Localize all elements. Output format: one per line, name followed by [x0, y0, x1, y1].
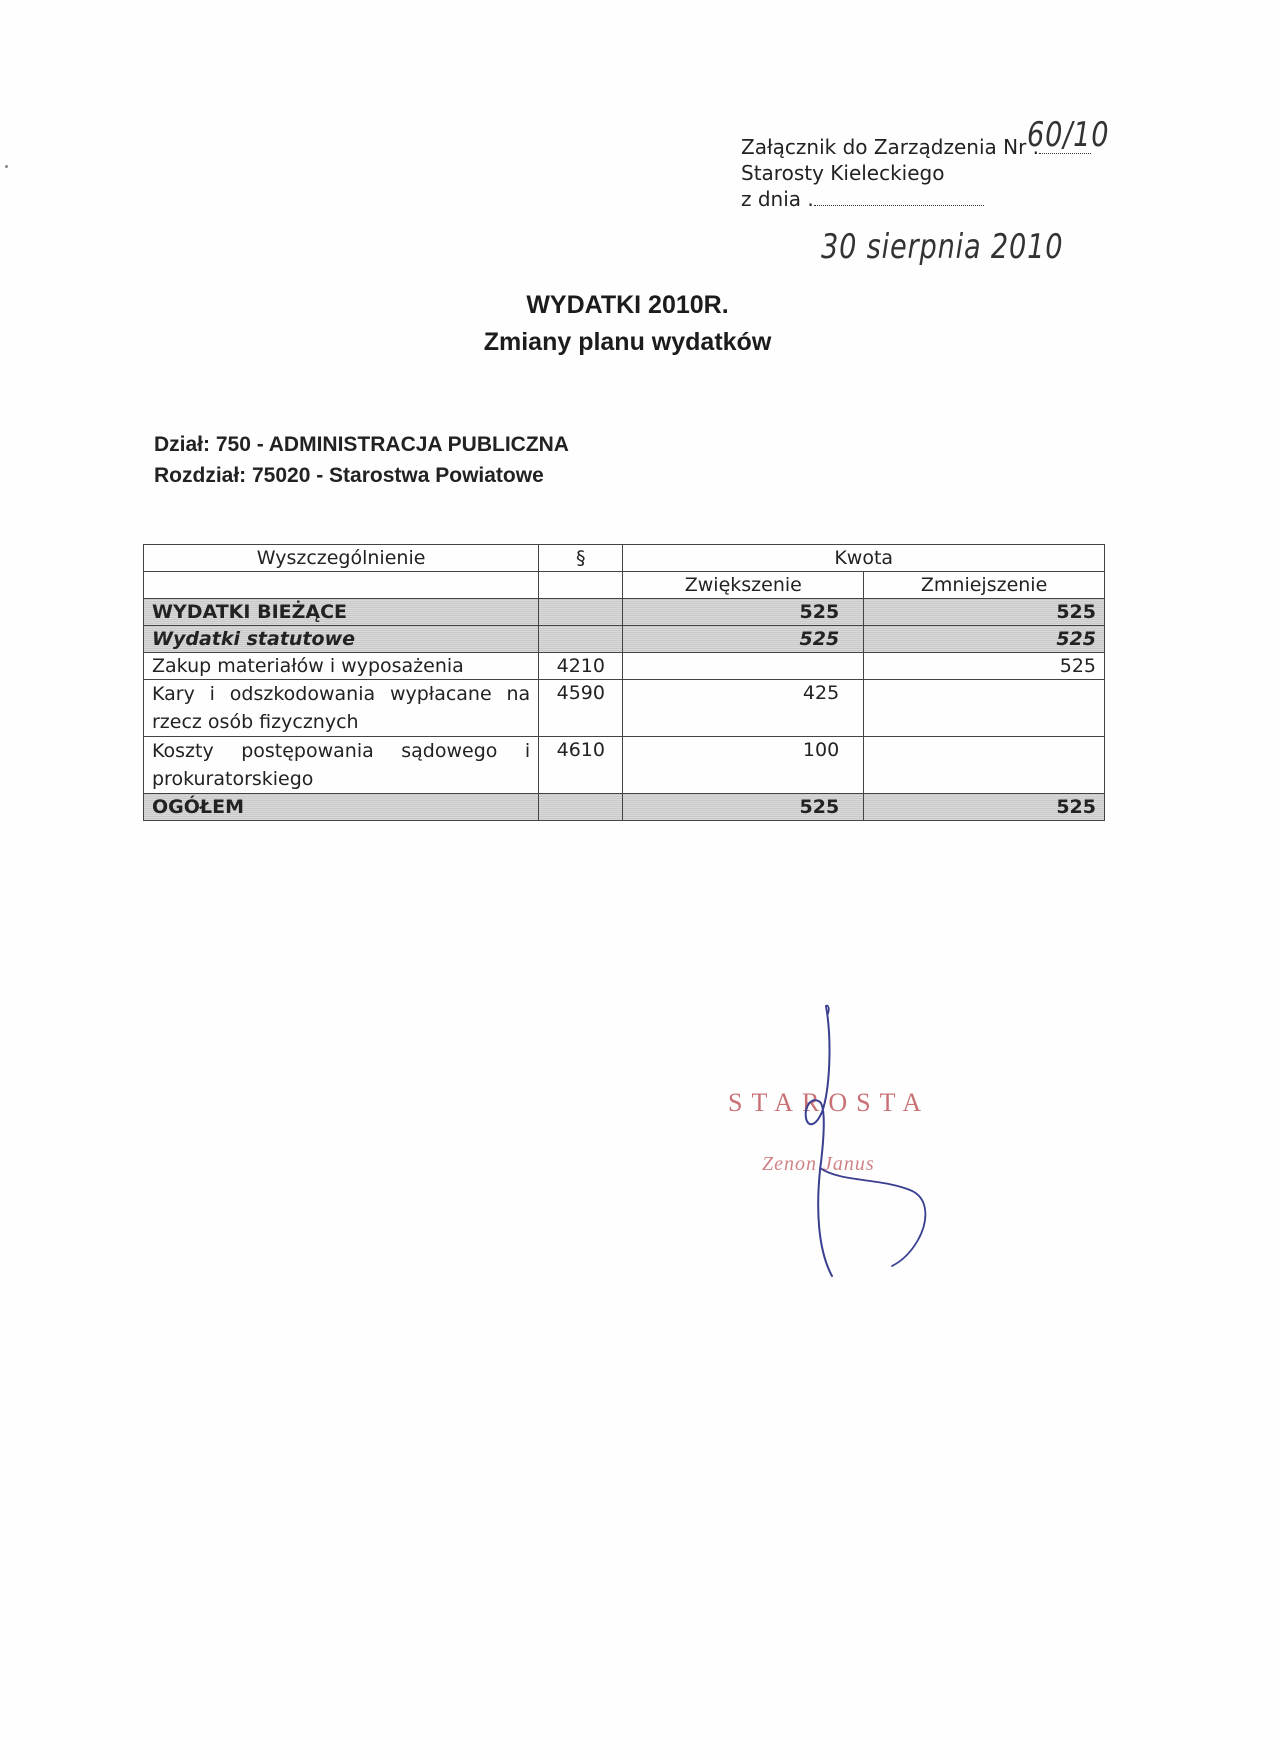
table-row — [144, 599, 1105, 626]
handwritten-signature — [760, 1000, 940, 1290]
section-rozdzial: Rozdział: 75020 - Starostwa Powiatowe — [154, 464, 544, 487]
table-row — [144, 680, 1105, 737]
row-paragraph: 4590 — [539, 680, 623, 737]
row-paragraph — [539, 626, 623, 653]
attachment-date-label: z dnia . — [741, 187, 814, 211]
row-spec: Kary i odszkodowania wypłacane na rzecz osób fizycznych — [144, 680, 539, 737]
table-subheader-row — [144, 572, 1105, 599]
attachment-line-1 — [741, 115, 1110, 160]
total-paragraph — [539, 794, 623, 821]
table-row — [144, 653, 1105, 680]
section-dzial: Dział: 750 - ADMINISTRACJA PUBLICZNA — [154, 433, 569, 456]
row-increase — [623, 653, 864, 680]
row-decrease: 525 — [864, 653, 1105, 680]
handwritten-number: 60/10 — [1027, 115, 1110, 155]
row-paragraph — [539, 599, 623, 626]
total-increase: 525 — [623, 794, 864, 821]
header-increase: Zwiększenie — [623, 572, 864, 599]
stamp-name: Zenon Janus — [762, 1153, 875, 1175]
header-spec: Wyszczególnienie — [144, 545, 539, 572]
row-spec: WYDATKI BIEŻĄCE — [144, 599, 539, 626]
expenditure-table — [143, 544, 1105, 821]
total-spec: OGÓŁEM — [144, 794, 539, 821]
table-header-row — [144, 545, 1105, 572]
row-increase: 100 — [623, 737, 864, 794]
header-spec-empty — [144, 572, 539, 599]
attachment-line-2 — [741, 160, 1091, 186]
row-increase: 525 — [623, 599, 864, 626]
row-increase: 525 — [623, 626, 864, 653]
table-total-row — [144, 794, 1105, 821]
row-decrease — [864, 680, 1105, 737]
dotted-fill — [814, 189, 984, 206]
header-decrease: Zmniejszenie — [864, 572, 1105, 599]
total-decrease: 525 — [864, 794, 1105, 821]
document-title: WYDATKI 2010R. — [526, 291, 729, 319]
attachment-issuer: Starosty Kieleckiego — [741, 161, 945, 185]
row-increase: 425 — [623, 680, 864, 737]
row-spec: Koszty postępowania sądowego i prokuratorskiego — [144, 737, 539, 794]
row-spec: Zakup materiałów i wyposażenia — [144, 653, 539, 680]
handwritten-date: 30 sierpnia 2010 — [821, 227, 1064, 267]
row-decrease — [864, 737, 1105, 794]
attachment-label: Załącznik do Zarządzenia Nr . — [741, 135, 1040, 159]
header-paragraph-empty — [539, 572, 623, 599]
row-decrease: 525 — [864, 599, 1105, 626]
header-paragraph: § — [539, 545, 623, 572]
row-paragraph: 4610 — [539, 737, 623, 794]
attachment-header — [741, 115, 1110, 267]
row-paragraph: 4210 — [539, 653, 623, 680]
scan-speck — [5, 165, 8, 168]
document-subtitle: Zmiany planu wydatków — [483, 328, 772, 356]
row-spec: Wydatki statutowe — [144, 626, 539, 653]
stamp-title: STAROSTA — [728, 1088, 931, 1117]
table-row — [144, 737, 1105, 794]
table-row — [144, 626, 1105, 653]
header-amount: Kwota — [623, 545, 1105, 572]
row-decrease: 525 — [864, 626, 1105, 653]
attachment-line-3 — [741, 186, 1091, 267]
